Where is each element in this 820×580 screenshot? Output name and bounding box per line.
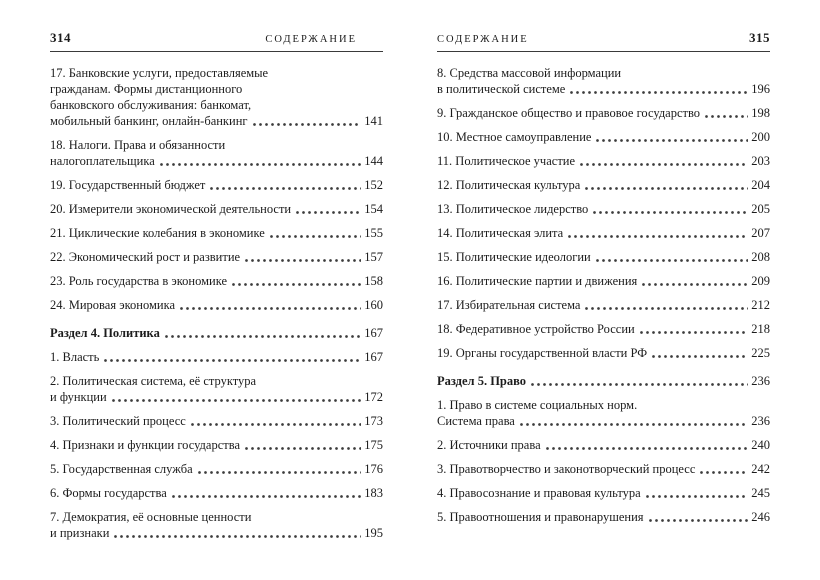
toc-entry-page-ref: 242: [751, 462, 770, 476]
toc-entry-title: и признаки: [50, 526, 110, 540]
toc-entry-title: 16. Политические партии и движения: [437, 274, 638, 288]
toc-entry-title: 19. Органы государственной власти РФ: [437, 346, 648, 360]
toc-entry: [437, 485, 770, 501]
toc-entry-title: 11. Политическое участие: [437, 154, 576, 168]
right-page-number: 315: [749, 30, 770, 45]
dot-leader: [245, 259, 361, 262]
toc-entry: [50, 509, 383, 541]
toc-entry-page-ref: 154: [364, 202, 383, 216]
dot-leader: [705, 115, 748, 118]
toc-entry: [437, 177, 770, 193]
dot-leader: [593, 211, 748, 214]
left-running-title: СОДЕРЖАНИЕ: [265, 34, 357, 45]
dot-leader: [652, 355, 748, 358]
toc-entry-last-line: [437, 129, 770, 145]
toc-entry-title: Раздел 5. Право: [437, 374, 527, 388]
toc-entry-title: 3. Правотворчество и законотворческий процесс: [437, 462, 696, 476]
toc-entry-last-line: [50, 525, 383, 541]
toc-entry: [437, 249, 770, 265]
dot-leader: [245, 447, 361, 450]
toc-entry-last-line: [437, 345, 770, 361]
dot-leader: [160, 163, 362, 166]
right-running-title: СОДЕРЖАНИЕ: [437, 34, 529, 45]
toc-entry-page-ref: 218: [751, 322, 770, 336]
toc-entry: [437, 225, 770, 241]
toc-entry-page-ref: 173: [364, 414, 383, 428]
toc-entry-text-line: 17. Банковские услуги, предоставляемые: [50, 66, 269, 80]
toc-entry: [50, 65, 383, 129]
toc-entry-title: 22. Экономический рост и развитие: [50, 250, 241, 264]
dot-leader: [172, 495, 361, 498]
toc-entry-title: 4. Правосознание и правовая культура: [437, 486, 641, 500]
toc-entry-page-ref: 155: [364, 226, 383, 240]
toc-entry: [437, 65, 770, 97]
toc-entry: [437, 509, 770, 525]
toc-entry: [437, 321, 770, 337]
dot-leader: [642, 283, 748, 286]
dot-leader: [640, 331, 749, 334]
toc-entry-page-ref: 208: [751, 250, 770, 264]
toc-entry-page-ref: 144: [364, 154, 383, 168]
toc-entry: [437, 273, 770, 289]
dot-leader: [210, 187, 361, 190]
toc-entry: [437, 105, 770, 121]
toc-entry-page-ref: 246: [751, 510, 770, 524]
toc-entry-title: 15. Политические идеологии: [437, 250, 591, 264]
toc-entry-title: Система права: [437, 414, 515, 428]
toc-entry-last-line: [437, 81, 770, 97]
toc-entry-last-line: [437, 485, 770, 501]
toc-entry-page-ref: 212: [751, 298, 770, 312]
toc-entry-title: 18. Федеративное устройство России: [437, 322, 635, 336]
left-page: [50, 30, 383, 580]
toc-entry-title: 12. Политическая культура: [437, 178, 581, 192]
toc-entry-page-ref: 236: [751, 374, 770, 388]
right-page-header: [437, 30, 770, 52]
toc-entry-last-line: [437, 373, 770, 389]
toc-entry-title: 5. Правоотношения и правонарушения: [437, 510, 644, 524]
toc-entry: [50, 273, 383, 289]
toc-entry-title: 13. Политическое лидерство: [437, 202, 589, 216]
toc-entry: [50, 249, 383, 265]
toc-entry-page-ref: 240: [751, 438, 770, 452]
toc-entry-page-ref: 167: [364, 326, 383, 340]
toc-entry-last-line: [50, 389, 383, 405]
toc-entry-title: 6. Формы государства: [50, 486, 167, 500]
toc-entry-last-line: [437, 509, 770, 525]
toc-entry-title: 4. Признаки и функции государства: [50, 438, 241, 452]
toc-entry-title: 23. Роль государства в экономике: [50, 274, 228, 288]
toc-entry-last-line: [50, 461, 383, 477]
toc-section-entry: [50, 325, 383, 341]
dot-leader: [253, 123, 362, 126]
dot-leader: [700, 471, 748, 474]
toc-entry-last-line: [437, 177, 770, 193]
left-page-number: 314: [50, 30, 71, 45]
toc-entry: [437, 153, 770, 169]
toc-entry-page-ref: 196: [751, 82, 770, 96]
toc-entry-title: мобильный банкинг, онлайн-банкинг: [50, 114, 248, 128]
toc-entry: [50, 177, 383, 193]
left-page-header: [50, 30, 383, 52]
toc-entry-page-ref: 157: [364, 250, 383, 264]
toc-entry: [50, 373, 383, 405]
toc-entry: [50, 297, 383, 313]
toc-entry-last-line: [437, 105, 770, 121]
toc-entry-last-line: [50, 437, 383, 453]
toc-entry: [50, 437, 383, 453]
dot-leader: [568, 235, 748, 238]
toc-entry-last-line: [50, 413, 383, 429]
toc-entry-last-line: [437, 461, 770, 477]
toc-entry: [50, 201, 383, 217]
toc-entry: [50, 461, 383, 477]
toc-entry: [437, 397, 770, 429]
toc-entry-text-line: 18. Налоги. Права и обязанности: [50, 138, 226, 152]
toc-entry-title: в политической системе: [437, 82, 566, 96]
left-toc-entries: [50, 65, 383, 541]
toc-entry-text-line: 1. Право в системе социальных норм.: [437, 398, 638, 412]
toc-entry: [437, 345, 770, 361]
toc-entry-last-line: [50, 485, 383, 501]
toc-entry-last-line: [50, 153, 383, 169]
toc-entry-title: 17. Избирательная система: [437, 298, 581, 312]
toc-entry-title: 10. Местное самоуправление: [437, 130, 592, 144]
toc-entry-text-line: гражданам. Формы дистанционного: [50, 82, 243, 96]
toc-entry: [50, 349, 383, 365]
toc-entry: [50, 413, 383, 429]
dot-leader: [191, 423, 361, 426]
toc-entry-last-line: [437, 273, 770, 289]
toc-entry-page-ref: 204: [751, 178, 770, 192]
dot-leader: [180, 307, 361, 310]
dot-leader: [585, 187, 748, 190]
toc-entry-last-line: [50, 349, 383, 365]
toc-entry-page-ref: 167: [364, 350, 383, 364]
right-page: [437, 30, 770, 580]
toc-entry: [437, 129, 770, 145]
toc-entry-page-ref: 207: [751, 226, 770, 240]
toc-entry-title: Раздел 4. Политика: [50, 326, 160, 340]
dot-leader: [520, 423, 748, 426]
dot-leader: [649, 519, 749, 522]
right-toc-entries: [437, 65, 770, 525]
toc-entry: [437, 201, 770, 217]
toc-entry-title: 14. Политическая элита: [437, 226, 564, 240]
toc-entry-title: 24. Мировая экономика: [50, 298, 175, 312]
toc-entry: [437, 437, 770, 453]
toc-entry-page-ref: 160: [364, 298, 383, 312]
toc-entry: [437, 297, 770, 313]
toc-entry-last-line: [437, 297, 770, 313]
toc-entry-last-line: [50, 177, 383, 193]
dot-leader: [296, 211, 361, 214]
toc-entry: [50, 225, 383, 241]
toc-entry-page-ref: 209: [751, 274, 770, 288]
toc-entry-title: 3. Политический процесс: [50, 414, 186, 428]
toc-entry-page-ref: 172: [364, 390, 383, 404]
toc-entry-page-ref: 203: [751, 154, 770, 168]
dot-leader: [580, 163, 748, 166]
toc-entry-last-line: [437, 201, 770, 217]
toc-entry-title: 5. Государственная служба: [50, 462, 193, 476]
toc-entry-page-ref: 176: [364, 462, 383, 476]
dot-leader: [104, 359, 361, 362]
toc-entry-page-ref: 205: [751, 202, 770, 216]
toc-entry-title: налогоплательщика: [50, 154, 155, 168]
dot-leader: [198, 471, 362, 474]
toc-entry-last-line: [50, 201, 383, 217]
toc-entry-title: 1. Власть: [50, 350, 100, 364]
dot-leader: [270, 235, 361, 238]
toc-entry-page-ref: 175: [364, 438, 383, 452]
toc-entry-last-line: [437, 437, 770, 453]
toc-entry-text-line: 8. Средства массовой информации: [437, 66, 622, 80]
toc-entry: [437, 461, 770, 477]
toc-entry-title: 20. Измерители экономической деятельности: [50, 202, 292, 216]
toc-entry-last-line: [50, 225, 383, 241]
toc-entry-title: 2. Источники права: [437, 438, 541, 452]
toc-entry-page-ref: 245: [751, 486, 770, 500]
toc-entry-page-ref: 158: [364, 274, 383, 288]
toc-entry-page-ref: 141: [364, 114, 383, 128]
toc-entry-last-line: [50, 297, 383, 313]
toc-entry-last-line: [50, 325, 383, 341]
toc-entry: [50, 137, 383, 169]
toc-entry-title: 21. Циклические колебания в экономике: [50, 226, 265, 240]
dot-leader: [531, 383, 748, 386]
toc-entry-last-line: [50, 249, 383, 265]
dot-leader: [546, 447, 749, 450]
toc-entry-last-line: [437, 321, 770, 337]
dot-leader: [596, 259, 749, 262]
dot-leader: [165, 335, 361, 338]
dot-leader: [570, 91, 748, 94]
dot-leader: [585, 307, 748, 310]
dot-leader: [596, 139, 748, 142]
toc-entry-title: и функции: [50, 390, 107, 404]
toc-entry-page-ref: 198: [751, 106, 770, 120]
toc-entry-page-ref: 200: [751, 130, 770, 144]
toc-entry-title: 19. Государственный бюджет: [50, 178, 206, 192]
toc-entry-title: 9. Гражданское общество и правовое государство: [437, 106, 701, 120]
dot-leader: [114, 535, 361, 538]
dot-leader: [112, 399, 362, 402]
toc-entry-page-ref: 236: [751, 414, 770, 428]
toc-entry-text-line: банковского обслуживания: банкомат,: [50, 98, 252, 112]
toc-entry-last-line: [437, 225, 770, 241]
dot-leader: [646, 495, 749, 498]
toc-entry-last-line: [50, 273, 383, 289]
toc-entry-page-ref: 183: [364, 486, 383, 500]
toc-entry-text-line: 2. Политическая система, её структура: [50, 374, 257, 388]
toc-entry-page-ref: 152: [364, 178, 383, 192]
toc-entry-page-ref: 225: [751, 346, 770, 360]
toc-entry-last-line: [437, 249, 770, 265]
toc-entry-last-line: [437, 413, 770, 429]
toc-entry-page-ref: 195: [364, 526, 383, 540]
toc-entry-text-line: 7. Демократия, её основные ценности: [50, 510, 252, 524]
toc-entry-last-line: [437, 153, 770, 169]
toc-entry-last-line: [50, 113, 383, 129]
toc-section-entry: [437, 373, 770, 389]
toc-entry: [50, 485, 383, 501]
dot-leader: [232, 283, 361, 286]
